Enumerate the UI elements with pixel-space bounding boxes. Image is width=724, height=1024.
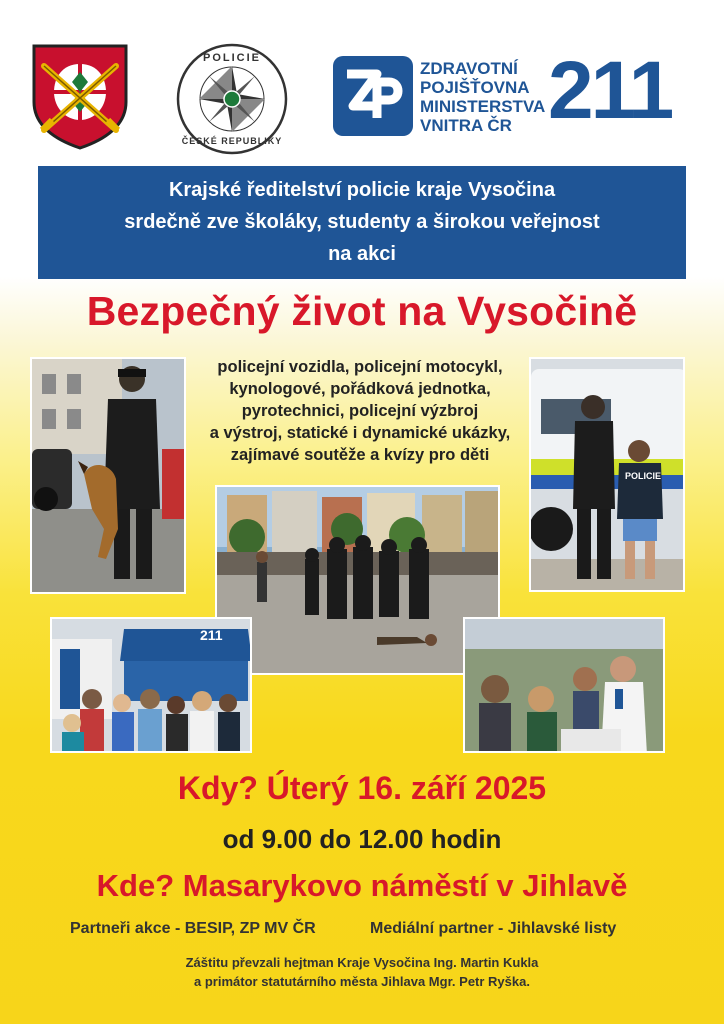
photo-riot-unit-demo: [215, 485, 500, 675]
zp-mv-logo-icon: [333, 56, 413, 136]
media-partner: Mediální partner - Jihlavské listy: [370, 920, 617, 937]
program-line: a výstroj, statické i dynamické ukázky,: [209, 424, 511, 442]
insurer-name: [420, 59, 545, 135]
program-list: [190, 356, 530, 466]
riot-unit-image: [217, 487, 500, 675]
tent-number: 211: [200, 627, 223, 643]
police-vest-label: POLICIE: [624, 471, 661, 481]
police-seal-text-bottom: ČESKÉ REPUBLIKY: [181, 136, 283, 146]
insurer-line: POJIŠŤOVNA: [420, 78, 530, 97]
patronage-line: a primátor statutárního města Jihlava Mgr. Petr Ryška.: [194, 974, 530, 989]
event-place: Kde? Masarykovo náměstí v Jihlavě: [96, 868, 628, 903]
photo-insurer-tent: [50, 617, 252, 753]
banner-line: Krajské ředitelství policie kraje Vysočina: [168, 179, 556, 201]
insurer-number: 211: [548, 45, 672, 136]
program-line: pyrotechnici, policejní výzbroj: [241, 402, 479, 420]
program-line: kynologové, pořádková jednotka,: [229, 380, 491, 398]
insurer-line: VNITRA ČR: [420, 116, 512, 135]
photo-police-car: [529, 357, 685, 592]
event-date: Kdy? Úterý 16. září 2025: [177, 770, 547, 806]
police-seal-text-top: POLICIE: [202, 52, 261, 64]
region-coat-of-arms-icon: [30, 42, 130, 150]
invitation-banner: [38, 166, 686, 279]
program-line: policejní vozidla, policejní motocykl,: [217, 358, 503, 376]
event-title: Bezpečný život na Vysočině: [86, 288, 638, 334]
insurer-line: MINISTERSTVA: [420, 97, 546, 116]
patronage-line: Záštitu převzali hejtman Kraje Vysočina Ing. Martin Kukla: [185, 955, 539, 970]
photo-dog-handler: [30, 357, 186, 594]
kids-quiz-image: [465, 619, 665, 753]
banner-line: na akci: [328, 243, 396, 265]
logos-row: [0, 0, 724, 165]
banner-line: srdečně zve školáky, studenty a širokou veřejnost: [124, 211, 600, 233]
dog-handler-image: [32, 359, 186, 594]
police-seal: [175, 42, 289, 156]
program-line: zajímavé soutěže a kvízy pro děti: [230, 446, 490, 464]
event-time: od 9.00 do 12.00 hodin: [222, 824, 502, 854]
event-partners: Partneři akce - BESIP, ZP MV ČR: [70, 920, 316, 937]
photo-kids-quiz: [463, 617, 665, 753]
insurer-line: ZDRAVOTNÍ: [420, 59, 518, 78]
